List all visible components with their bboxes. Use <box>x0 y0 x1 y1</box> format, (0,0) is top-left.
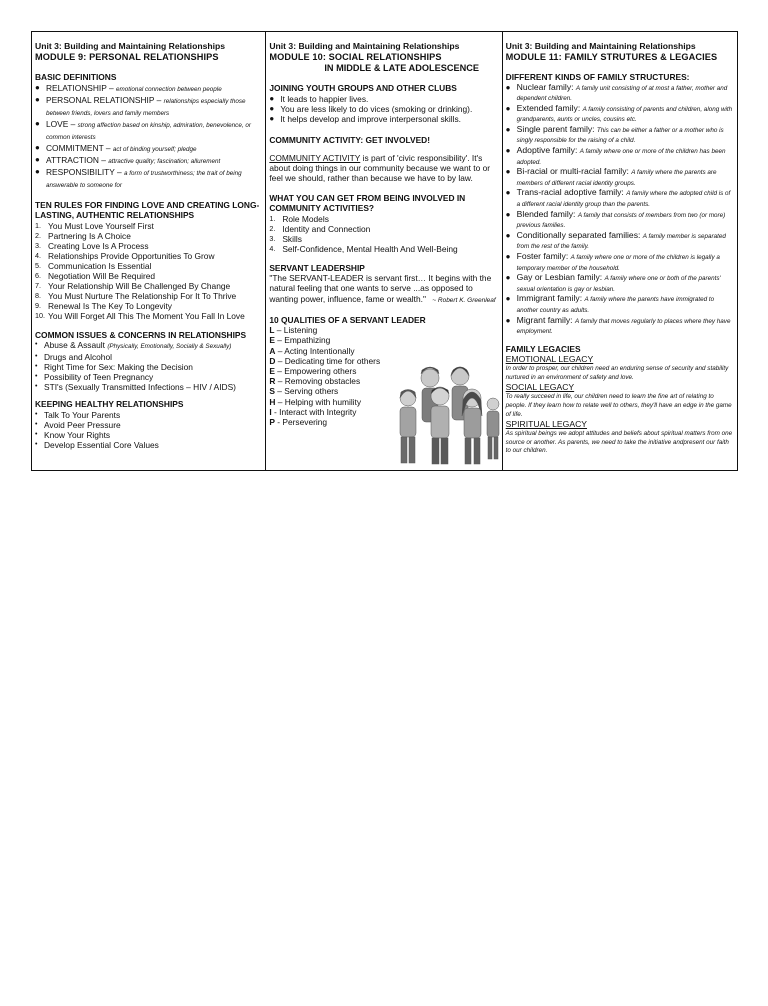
benefit-text: Identity and Connection <box>282 223 371 234</box>
family-structure-term: Conditionally separated families: <box>516 229 643 240</box>
rule-number: 9. <box>35 300 41 310</box>
bullet-icon: • <box>35 440 38 448</box>
issue-text <box>44 372 153 382</box>
issue-label: Possibility of Teen Pregnancy <box>44 372 154 382</box>
servant-quote-author: ~ Robert K. Greenleaf <box>432 296 496 304</box>
legacies-list <box>506 354 734 456</box>
rule-text: Your Relationship Will Be Challenged By Change <box>48 280 231 291</box>
family-structure-desc: This can be either a father or a mother who is singly responsible for the raising of a child. <box>516 126 724 145</box>
issue-item <box>35 340 262 352</box>
community-paragraph <box>269 153 498 184</box>
club-benefit-item <box>269 94 498 104</box>
benefit-text: Skills <box>282 233 302 244</box>
healthy-text: Develop Essential Core Values <box>44 439 159 450</box>
definition-text <box>46 119 262 143</box>
legacy-desc: As spiritual beings we adopt attitudes and beliefs about spiritual matters from one source or another. As parents, we need to take the initiative andpresent our faith to our children. <box>505 430 733 455</box>
benefit-number: 2. <box>269 223 276 233</box>
bullet-icon: ● <box>269 103 275 113</box>
quality-text: - Persevering <box>274 417 328 428</box>
family-structure-text <box>517 273 734 294</box>
family-structures-list <box>506 83 734 337</box>
family-structure-term: Extended family: <box>516 102 583 113</box>
quality-item <box>269 346 498 356</box>
community-heading: COMMUNITY ACTIVITY: GET INVOLVED! <box>269 134 431 145</box>
bullet-icon: • <box>35 420 38 428</box>
issue-item <box>35 362 262 372</box>
bullet-icon: ● <box>505 294 511 304</box>
rule-item <box>35 221 262 231</box>
definition-text <box>46 143 197 155</box>
quality-text: – Dedicating time for others <box>275 355 381 366</box>
kinds-heading: DIFFERENT KINDS OF FAMILY STRUCTURES: <box>505 72 690 82</box>
benefits-heading: WHAT YOU CAN GET FROM BEING INVOLVED IN COMMUNITY ACTIVITIES? <box>269 192 466 214</box>
rule-number: 1. <box>35 220 41 230</box>
bullet-icon: ● <box>505 230 511 240</box>
family-structure-term: Gay or Lesbian family: <box>516 272 605 283</box>
qualities-heading: 10 QUALITIES OF A SERVANT LEADER <box>269 314 426 325</box>
family-structure-desc: A family where the parents are members of different racial identity groups. <box>516 169 717 187</box>
bullet-icon: • <box>35 430 38 438</box>
legacy-desc: To really succeed in life, our children need to learn the fine art of relating to people. If they learn how to relate well to others, they'll have an edge in the game of life. <box>505 393 732 418</box>
bullet-icon: ● <box>35 118 40 128</box>
family-structure-item <box>506 188 734 209</box>
issue-text <box>44 340 231 352</box>
family-structure-item <box>506 252 734 273</box>
issue-text <box>44 352 112 362</box>
bullet-icon: ● <box>505 273 511 283</box>
bullet-icon: ● <box>35 142 40 152</box>
definition-item <box>35 83 262 95</box>
family-structure-text <box>517 316 734 337</box>
rule-text: You Must Nurture The Relationship For It To Thrive <box>48 290 237 301</box>
family-structure-desc: A family that consists of members from two (or more) previous families. <box>516 211 726 230</box>
rule-text: Negotiation Will Be Required <box>48 270 156 281</box>
definition-item <box>35 119 262 143</box>
bullet-icon: • <box>35 341 38 348</box>
module-subtitle: IN MIDDLE & LATE ADOLESCENCE <box>324 63 480 73</box>
benefit-item <box>269 244 498 254</box>
bullet-icon: ● <box>505 188 511 198</box>
family-structure-item <box>506 273 734 294</box>
bullet-icon: ● <box>269 113 275 123</box>
healthy-item <box>35 430 262 440</box>
benefit-text: Self-Confidence, Mental Health And Well-Being <box>282 243 458 254</box>
family-structure-term: Migrant family: <box>516 314 575 325</box>
rule-number: 2. <box>35 230 41 240</box>
servant-heading: SERVANT LEADERSHIP <box>269 262 365 273</box>
definition-desc: a form of trustworthiness; the trait of being answerable to someone for <box>46 169 242 189</box>
issue-label: Right Time for Sex: Making the Decision <box>44 362 193 372</box>
definition-text <box>46 167 262 191</box>
definition-item <box>35 143 262 155</box>
module-9-column <box>32 32 266 470</box>
benefit-item <box>269 214 498 224</box>
benefit-item <box>269 224 498 234</box>
bullet-icon: ● <box>35 82 40 92</box>
rule-item <box>35 251 262 261</box>
club-benefit-item <box>269 104 498 114</box>
module-11-column <box>503 32 737 470</box>
bullet-icon: ● <box>505 146 511 156</box>
family-structure-item <box>506 125 734 146</box>
legacy-desc: In order to prosper, our children need an enduring sense of security and stability nurtured in an environment of safety and love. <box>505 365 729 381</box>
definition-term: ATTRACTION – <box>46 154 109 165</box>
module-title: MODULE 10: SOCIAL RELATIONSHIPS <box>269 52 442 62</box>
club-benefit-text: You are less likely to do vices (smoking or drinking). <box>280 103 473 114</box>
family-structure-desc: A family unit consisting of at most a father, mother and dependent children. <box>516 84 728 103</box>
family-structure-text <box>517 104 734 125</box>
family-structure-term: Foster family: <box>516 251 571 261</box>
rule-number: 5. <box>35 260 41 270</box>
definition-term: PERSONAL RELATIONSHIP – <box>46 94 164 105</box>
quality-letter: A <box>269 345 276 356</box>
healthy-text: Avoid Peer Pressure <box>44 419 121 430</box>
community-term: COMMUNITY ACTIVITY <box>269 153 361 163</box>
healthy-text: Talk To Your Parents <box>44 409 121 420</box>
quality-item <box>269 325 498 335</box>
club-benefit-item <box>269 114 498 124</box>
rule-text: Creating Love Is A Process <box>48 240 149 251</box>
rules-list <box>35 221 262 321</box>
family-structure-term: Bi-racial or multi-racial family: <box>516 166 632 177</box>
definition-text <box>46 95 262 119</box>
rule-item <box>35 301 262 311</box>
club-benefit-text: It leads to happier lives. <box>280 93 369 104</box>
benefits-list <box>269 214 498 254</box>
definition-desc: attractive quality; fascination; allurement <box>108 157 221 165</box>
family-structure-text <box>517 167 734 188</box>
issue-label: Drugs and Alcohol <box>44 352 112 362</box>
bullet-icon: ● <box>35 154 40 164</box>
issues-heading: COMMON ISSUES & CONCERNS IN RELATIONSHIPS <box>35 329 247 340</box>
issue-item <box>35 352 262 362</box>
legacies-heading: FAMILY LEGACIES <box>505 343 581 354</box>
club-benefit-text: It helps develop and improve interpersonal skills. <box>280 113 461 124</box>
family-structure-text <box>517 252 734 273</box>
rule-number: 7. <box>35 280 41 290</box>
quality-text: – Serving others <box>274 386 339 397</box>
family-structure-text <box>517 294 734 315</box>
rule-item <box>35 281 262 291</box>
unit-title: Unit 3: Building and Maintaining Relationships <box>35 41 226 51</box>
definition-desc: strong affection based on kinship, admiration, benevolence, or common interests <box>46 121 251 141</box>
bullet-icon: • <box>35 383 38 390</box>
bullet-icon: • <box>35 353 38 360</box>
bullet-icon: ● <box>505 315 511 325</box>
benefit-number: 1. <box>269 213 276 223</box>
bullet-icon: • <box>35 410 38 418</box>
family-structure-desc: A family member is separated from the rest of the family. <box>516 232 726 251</box>
healthy-item <box>35 440 262 450</box>
family-structure-item <box>506 146 734 167</box>
quality-letter: I <box>269 406 272 417</box>
quality-letter: D <box>269 355 276 366</box>
bullet-icon: ● <box>35 166 40 176</box>
healthy-item <box>35 410 262 420</box>
family-structure-term: Trans-racial adoptive family: <box>516 187 627 198</box>
module-10-column <box>266 32 502 470</box>
bullet-icon: ● <box>505 167 511 177</box>
bullet-icon: • <box>35 363 38 370</box>
rule-text: Renewal Is The Key To Longevity <box>48 300 172 311</box>
bullet-icon: • <box>35 373 38 380</box>
definition-term: RESPONSIBILITY – <box>46 166 125 177</box>
quality-letter: E <box>269 366 275 377</box>
module-title: MODULE 11: FAMILY STRUTURES & LEGACIES <box>505 52 718 62</box>
family-structure-text <box>517 210 734 231</box>
family-structure-desc: A family that moves regularly to places where they have employment. <box>516 317 731 336</box>
rule-number: 4. <box>35 250 41 260</box>
healthy-text: Know Your Rights <box>44 429 111 440</box>
issues-list <box>35 340 262 392</box>
unit-title: Unit 3: Building and Maintaining Relationships <box>269 41 460 51</box>
family-structure-item <box>506 167 734 188</box>
family-structure-desc: A family where the adopted child is of a different racial identity group than the parents. <box>516 190 731 209</box>
definition-text <box>46 83 222 95</box>
issue-item <box>35 382 262 392</box>
bullet-icon: ● <box>505 103 511 113</box>
family-structure-desc: A family where the parents have immigrated to another country as adults. <box>516 296 715 314</box>
definitions-list <box>35 83 262 191</box>
benefit-item <box>269 234 498 244</box>
issue-text <box>44 382 236 392</box>
family-structure-text <box>517 231 734 252</box>
rule-item <box>35 241 262 251</box>
definition-desc: emotional connection between people <box>115 85 222 93</box>
family-structure-term: Single parent family: <box>516 123 597 134</box>
definition-term: COMMITMENT – <box>46 142 113 153</box>
quality-letter: R <box>269 376 276 387</box>
legacy-name: EMOTIONAL LEGACY <box>505 354 594 365</box>
rule-item <box>35 291 262 301</box>
rule-text: Partnering Is A Choice <box>48 230 131 241</box>
quality-letter: L <box>269 325 275 336</box>
issue-note: (Physically, Emotionally, Socially & Sexually) <box>107 343 232 350</box>
bullet-icon: ● <box>505 82 511 92</box>
quality-text: – Listening <box>274 325 318 336</box>
benefit-text: Role Models <box>282 213 329 224</box>
definition-desc: relationships especially those between friends, lovers and family members <box>46 97 246 117</box>
definition-item <box>35 95 262 119</box>
issue-item <box>35 372 262 382</box>
family-structure-term: Blended family: <box>516 208 578 219</box>
healthy-heading: KEEPING HEALTHY RELATIONSHIPS <box>35 399 184 409</box>
clubs-list <box>269 94 498 124</box>
issue-text <box>44 362 193 372</box>
family-structure-text <box>517 83 734 104</box>
family-structure-desc: A family consisting of parents and children, along with grandparents, aunts or uncles, cousins etc. <box>516 105 733 124</box>
issue-label: STI's (Sexually Transmitted Infections – HIV / AIDS) <box>44 382 236 392</box>
rule-item <box>35 231 262 241</box>
servant-quote <box>269 273 498 306</box>
quality-letter: E <box>269 335 275 346</box>
definition-text <box>46 155 220 167</box>
bullet-icon: ● <box>35 94 40 104</box>
quality-text: – Acting Intentionally <box>275 345 355 356</box>
quality-text: – Removing obstacles <box>275 376 361 387</box>
family-structure-term: Immigrant family: <box>516 293 585 304</box>
bullet-icon: ● <box>505 124 511 134</box>
handout-sheet <box>31 31 738 471</box>
quality-text: – Helping with humility <box>275 396 362 407</box>
bullet-icon: ● <box>505 209 511 219</box>
quality-letter: S <box>269 386 275 397</box>
issue-label: Abuse & Assault <box>44 340 108 350</box>
family-structure-text <box>517 125 734 146</box>
bullet-icon: ● <box>505 252 511 261</box>
definitions-heading: BASIC DEFINITIONS <box>35 72 117 82</box>
legacy-name: SOCIAL LEGACY <box>505 382 575 393</box>
rule-text: Communication Is Essential <box>48 260 152 271</box>
definition-term: LOVE – <box>46 118 78 129</box>
family-structure-term: Nuclear family: <box>516 81 576 92</box>
family-structure-term: Adoptive family: <box>516 145 580 156</box>
quality-letter: P <box>269 417 275 428</box>
family-structure-item <box>506 104 734 125</box>
benefit-number: 4. <box>269 243 276 253</box>
bullet-icon: ● <box>269 93 275 103</box>
rule-number: 3. <box>35 240 41 250</box>
quality-text: – Empathizing <box>274 335 331 346</box>
family-structure-text <box>517 188 734 209</box>
rule-number: 6. <box>35 270 41 280</box>
rule-item <box>35 271 262 281</box>
family-structure-item <box>506 294 734 315</box>
quality-letter: H <box>269 396 276 407</box>
rule-number: 10. <box>35 310 45 320</box>
definition-item <box>35 155 262 167</box>
clubs-heading: JOINING YOUTH GROUPS AND OTHER CLUBS <box>269 83 457 93</box>
rule-item <box>35 311 262 321</box>
definition-desc: act of binding yourself; pledge <box>112 145 197 153</box>
definition-item <box>35 167 262 191</box>
rule-item <box>35 261 262 271</box>
family-structure-item <box>506 316 734 337</box>
community-text: is part of 'civic responsibility'. It's about doing things in our community because we want to or feel we should, rather than because we have to by law. <box>269 153 491 184</box>
unit-title: Unit 3: Building and Maintaining Relationships <box>505 41 696 51</box>
family-structure-desc: A family where one or both of the parents' sexual orientation is gay or lesbian. <box>516 275 721 293</box>
quality-item <box>269 335 498 345</box>
quality-text: – Empowering others <box>274 366 357 377</box>
family-structure-text <box>517 146 734 167</box>
family-structure-item <box>506 83 734 104</box>
family-structure-item <box>506 231 734 252</box>
rule-number: 8. <box>35 290 41 300</box>
rule-text: Relationships Provide Opportunities To Grow <box>48 250 215 261</box>
family-structure-item <box>506 210 734 231</box>
family-structure-desc: A family where one or more of the children is legally a temporary member of the household. <box>516 254 720 272</box>
group-of-teens-illustration <box>394 358 500 466</box>
rule-text: You Must Love Yourself First <box>48 220 154 231</box>
servant-quote-text: "The SERVANT-LEADER is servant first… It begins with the natural feeling that one wants to serve ...as opposed to wanting power, influence, fame or wealth." <box>269 273 492 304</box>
module-title: MODULE 9: PERSONAL RELATIONSHIPS <box>35 52 219 62</box>
legacy-name: SPIRITUAL LEGACY <box>505 419 588 430</box>
rules-heading: TEN RULES FOR FINDING LOVE AND CREATING LONG-LASTING, AUTHENTIC RELATIONSHIPS <box>35 199 260 220</box>
family-structure-desc: A family where one or more of the children has been adopted. <box>516 148 726 166</box>
healthy-list <box>35 410 262 450</box>
quality-text: - Interact with Integrity <box>271 406 357 417</box>
healthy-item <box>35 420 262 430</box>
definition-term: RELATIONSHIP – <box>46 82 116 93</box>
benefit-number: 3. <box>269 233 276 243</box>
rule-text: You Will Forget All This The Moment You Fall In Love <box>48 310 245 321</box>
